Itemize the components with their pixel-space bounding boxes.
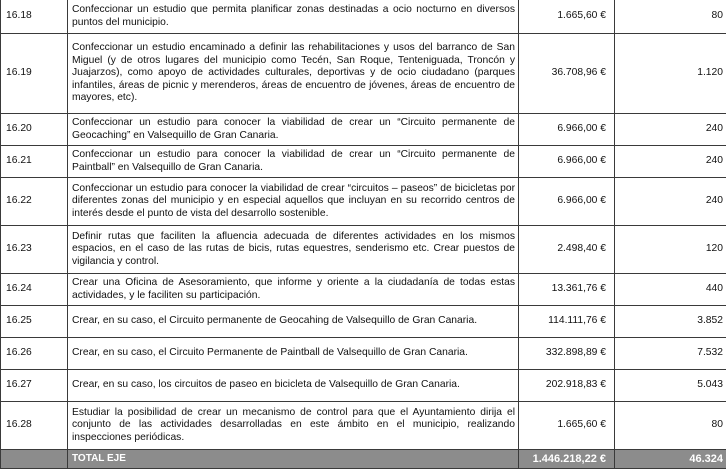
row-id: 16.19 (1, 34, 68, 114)
row-hours: 1.120 (615, 34, 726, 114)
table-row (1, 226, 726, 274)
table-row (1, 306, 726, 338)
row-hours: 240 (615, 146, 726, 178)
row-cost: 1.665,60 € (519, 0, 615, 34)
total-cost: 1.446.218,22 € (519, 450, 615, 469)
table-row (1, 370, 726, 402)
row-description: Crear una Oficina de Asesoramiento, que informe y oriente a la ciudadanía de todas estas actividades, y le faciliten su participación. (68, 274, 519, 306)
row-cost: 202.918,83 € (519, 370, 615, 402)
table-row (1, 34, 726, 114)
table-row (1, 274, 726, 306)
total-label: TOTAL EJE (68, 450, 519, 469)
row-hours: 3.852 (615, 306, 726, 338)
table-row (1, 178, 726, 226)
row-cost: 36.708,96 € (519, 34, 615, 114)
row-id: 16.21 (1, 146, 68, 178)
table-row (1, 402, 726, 450)
row-hours: 5.043 (615, 370, 726, 402)
row-hours: 120 (615, 226, 726, 274)
table-row (1, 114, 726, 146)
row-id: 16.18 (1, 0, 68, 34)
row-cost: 114.111,76 € (519, 306, 615, 338)
row-cost: 1.665,60 € (519, 402, 615, 450)
row-description: Definir rutas que faciliten la afluencia adecuada de diferentes actividades en los mismos espacios, en el caso de las rutas de bicis, rutas equestres, senderismo etc. Crear puestos de vigilancia y control. (68, 226, 519, 274)
row-description: Confeccionar un estudio encaminado a definir las rehabilitaciones y usos del barranco de San Miguel (y de otros lugares del municipio como Tecén, San Roque, Tenteniguada, Troncón y Juajarzos), como apoyo de actividades culturales, deportivas y de ocio ciudadano (parques infantiles, áreas de picnic y merenderos, áreas de encuentro de jóvenes, áreas de encuentro de mayores, etc). (68, 34, 519, 114)
row-description: Confeccionar un estudio para conocer la viabilidad de crear un “Circuito permanente de Paintball” en Valsequillo de Gran Canaria. (68, 146, 519, 178)
table-row (1, 338, 726, 370)
row-cost: 6.966,00 € (519, 178, 615, 226)
row-description: Crear, en su caso, el Circuito permanente de Geocahing de Valsequillo de Gran Canaria. (68, 306, 519, 338)
row-cost: 6.966,00 € (519, 146, 615, 178)
row-hours: 240 (615, 114, 726, 146)
row-id: 16.27 (1, 370, 68, 402)
row-id: 16.23 (1, 226, 68, 274)
table-row (1, 146, 726, 178)
row-id: 16.25 (1, 306, 68, 338)
row-description: Crear, en su caso, los circuitos de paseo en bicicleta de Valsequillo de Gran Canaria. (68, 370, 519, 402)
row-hours: 80 (615, 0, 726, 34)
row-description: Confeccionar un estudio para conocer la viabilidad de crear “circuitos – paseos” de bicicletas por diferentes zonas del municipio y en especial aquellos que incluyan en su recorrido centros de interés desde el punto de vista del desarrollo sostenible. (68, 178, 519, 226)
row-description: Confeccionar un estudio para conocer la viabilidad de crear un “Circuito permanente de Geocaching” en Valsequillo de Gran Canaria. (68, 114, 519, 146)
row-cost: 2.498,40 € (519, 226, 615, 274)
row-hours: 80 (615, 402, 726, 450)
row-id: 16.28 (1, 402, 68, 450)
row-id: 16.26 (1, 338, 68, 370)
total-hours: 46.324 (615, 450, 726, 469)
table-row (1, 0, 726, 34)
row-cost: 6.966,00 € (519, 114, 615, 146)
row-cost: 13.361,76 € (519, 274, 615, 306)
row-description: Confeccionar un estudio que permita planificar zonas destinadas a ocio nocturno en diversos puntos del municipio. (68, 0, 519, 34)
row-description: Crear, en su caso, el Circuito Permanente de Paintball de Valsequillo de Gran Canaria. (68, 338, 519, 370)
row-hours: 440 (615, 274, 726, 306)
row-id: 16.20 (1, 114, 68, 146)
row-cost: 332.898,89 € (519, 338, 615, 370)
row-id: 16.24 (1, 274, 68, 306)
row-hours: 7.532 (615, 338, 726, 370)
total-row-spacer (1, 450, 68, 469)
row-hours: 240 (615, 178, 726, 226)
row-description: Estudiar la posibilidad de crear un mecanismo de control para que el Ayuntamiento dirija el conjunto de las actividades desarrolladas en este ámbito en el municipio, realizando inspecciones periódicas. (68, 402, 519, 450)
row-id: 16.22 (1, 178, 68, 226)
total-row (1, 450, 726, 469)
